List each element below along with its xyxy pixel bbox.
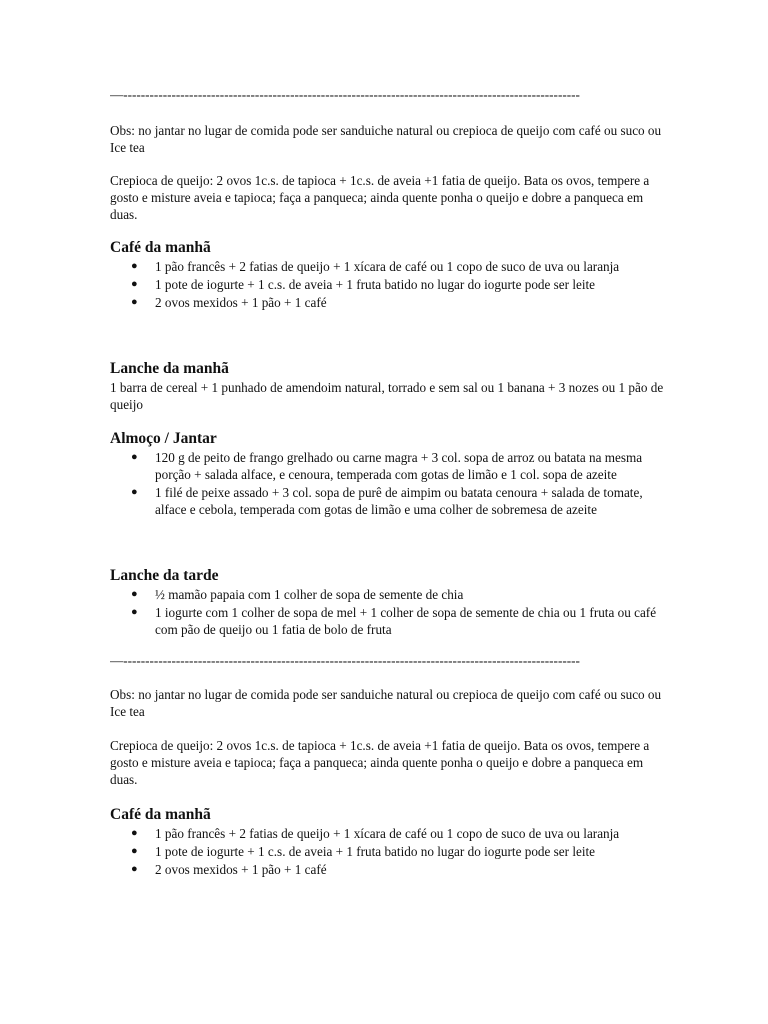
list-item: ● 1 pote de iogurte + 1 c.s. de aveia + 1 fruta batido no lugar do iogurte pode ser leite	[131, 844, 596, 859]
bullet-icon: ●	[131, 486, 138, 498]
section-title: Lanche da manhã	[110, 360, 229, 377]
section-cafe-da-manha	[110, 238, 670, 312]
section-cafe-da-manha	[110, 805, 670, 879]
bullet-icon: ●	[131, 845, 138, 857]
divider-line: —--------------------------------------------------------------------------------------------------------	[110, 653, 580, 668]
obs-paragraph: Obs: no jantar no lugar de comida pode ser sanduiche natural ou crepioca de queijo com café ou suco ou Ice tea	[110, 687, 662, 719]
section-title: Café da manhã	[110, 239, 211, 256]
list-item: ● 2 ovos mexidos + 1 pão + 1 café	[131, 295, 327, 310]
crepioca-paragraph: Crepioca de queijo: 2 ovos 1c.s. de tapioca + 1c.s. de aveia +1 fatia de queijo. Bata os ovos, tempere a gosto e misture aveia e tapioca; faça a panqueca; ainda quente ponha o queijo e dobre a panqueca em duas.	[110, 738, 650, 787]
section-lanche-da-manha	[110, 359, 670, 413]
list-item: ● ½ mamão papaia com 1 colher de sopa de semente de chia	[131, 587, 464, 602]
bullet-icon: ●	[131, 588, 138, 600]
list-item: ● 1 filé de peixe assado + 3 col. sopa de purê de aimpim ou batata cenoura + salada de tomate, alface e cebola, temperada com gotas de limão e uma colher de sobremesa de azeite	[131, 485, 643, 517]
section-title: Café da manhã	[110, 806, 211, 823]
crepioca-paragraph: Crepioca de queijo: 2 ovos 1c.s. de tapioca + 1c.s. de aveia +1 fatia de queijo. Bata os ovos, tempere a gosto e misture aveia e tapioca; faça a panqueca; ainda quente ponha o queijo e dobre a panqueca em duas.	[110, 173, 650, 222]
bullet-list	[110, 825, 670, 878]
list-item: ● 1 iogurte com 1 colher de sopa de mel + 1 colher de sopa de semente de chia ou 1 fruta ou café com pão de queijo ou 1 fatia de bolo de fruta	[131, 605, 657, 637]
divider-line: —--------------------------------------------------------------------------------------------------------	[110, 87, 580, 102]
section-title: Lanche da tarde	[110, 567, 219, 584]
bullet-list	[110, 586, 670, 638]
bullet-icon: ●	[131, 827, 138, 839]
bullet-list	[110, 449, 670, 518]
section-text: 1 barra de cereal + 1 punhado de amendoim natural, torrado e sem sal ou 1 banana + 3 nozes ou 1 pão de queijo	[110, 380, 664, 412]
bullet-list	[110, 258, 670, 311]
bullet-icon: ●	[131, 451, 138, 463]
list-item: ● 1 pão francês + 2 fatias de queijo + 1 xícara de café ou 1 copo de suco de uva ou laranja	[131, 826, 620, 841]
bullet-icon: ●	[131, 260, 138, 272]
section-title: Almoço / Jantar	[110, 430, 217, 447]
section-lanche-da-tarde	[110, 566, 670, 639]
obs-paragraph: Obs: no jantar no lugar de comida pode ser sanduiche natural ou crepioca de queijo com café ou suco ou Ice tea	[110, 123, 662, 155]
list-item: ● 1 pão francês + 2 fatias de queijo + 1 xícara de café ou 1 copo de suco de uva ou laranja	[131, 259, 620, 274]
list-item: ● 1 pote de iogurte + 1 c.s. de aveia + 1 fruta batido no lugar do iogurte pode ser leite	[131, 277, 596, 292]
bullet-icon: ●	[131, 606, 138, 618]
bullet-icon: ●	[131, 296, 138, 308]
section-almoco-jantar	[110, 429, 670, 519]
bullet-icon: ●	[131, 863, 138, 875]
list-item: ● 120 g de peito de frango grelhado ou carne magra + 3 col. sopa de arroz ou batata na mesma porção + salada alface, e cenoura, temperada com gotas de limão e 1 col. sopa de azeite	[131, 450, 643, 482]
bullet-icon: ●	[131, 278, 138, 290]
list-item: ● 2 ovos mexidos + 1 pão + 1 café	[131, 862, 327, 877]
